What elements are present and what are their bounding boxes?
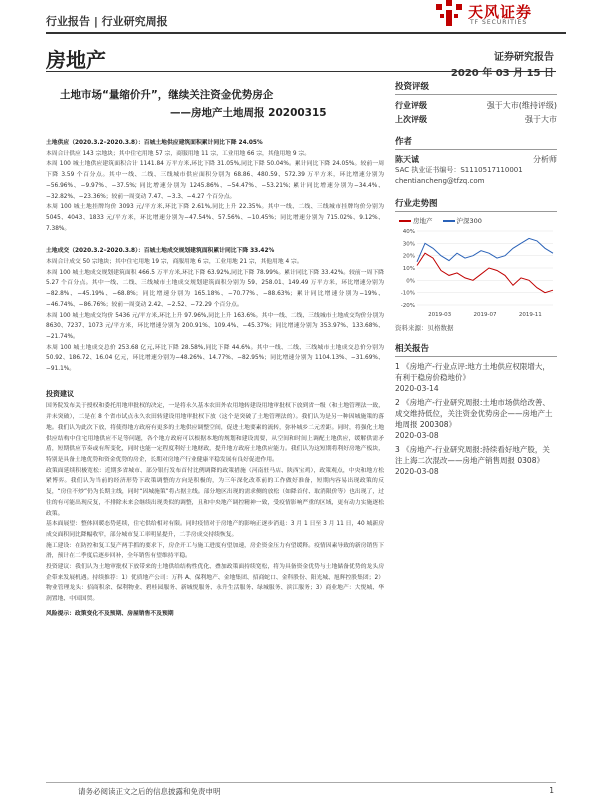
prev-rating-row: [395, 113, 557, 127]
y-tick-label: 0%: [406, 278, 415, 285]
rating-heading: 投资评级: [395, 80, 557, 95]
doc-date: 2020 年 03 月 15 日: [450, 68, 554, 79]
chart-source: 资料来源：贝格数据: [395, 324, 454, 332]
rating-value: 强于大市(维持评级): [486, 101, 557, 110]
analyst-role: 分析师: [533, 155, 557, 164]
advice-para-5: 投资建议：我们认为土地审批权下放带来的土地供给结构性优化、叠加政策面持续宽松，将为具备资金优势与土地储备优势的龙头房企带来发展机遇。持续推荐：1）优质地产公司：万科 A、保利地产、金地集团、招商蛇口、金科股份、阳光城、旭辉控股集团；2）物业管理龙头：招商积余、保利物业、碧桂园服务、新城悦服务、永升生活服务、绿城服务、滨江服务；3）商业地产：大悦城、华润置地、中国国贸。: [46, 564, 384, 603]
prev-rating-label: 上次评级: [395, 115, 427, 124]
advice-para-2: 政策面延续积极宽松：近期多省城市、部分银行发布首付比例调降的政策措施（河南驻马店、陕西宝鸡），政策观点，中央和地方松紧博弈。我们认为当前的经济形势下政策调整的方向是积极的，为三年深化改革前的工作做好准备，短期内容易出现政策的反复，“房住不炒”仍为长期主线，同时“因城施策”将占据主线。部分地区出现的需求侧的放松（如降首付、取消限价等）也出现了，过往的有可能出现反复，不排除未来会继续出现类似的调整，且和中央地产调控精神一致，受疫情影响严重的区域，更有动力实施逐松政策。: [46, 467, 384, 517]
analyst-card: [395, 154, 557, 187]
rating-label: 行业评级: [395, 101, 427, 110]
y-tick-label: 40%: [402, 229, 415, 235]
advice-para-4: 施工建设：在防控和复工复产两手抓的要求下，房企开工与施工进度有望加速，房企资金压力有望缓释。疫情因素导致的新房销售下滑，预计在二季度后逐步回补，全年销售有望维持平稳。: [46, 542, 384, 560]
advice-para-1: 国务院发布关于授权和委托用地审批权的决定，一是将永久基本农田外农用地转建设用地审批权下放到省一级（和土地管理法一致，并未突破），二是在 8 个省市试点永久农田转建设用地审批权下放（这个是突破了土地管理法的）。我们认为是另一种因城施策的落地。我们认为此次下放，将使得地方政府有更多的土地供应调整空间，促进土地要素的流转，弥补城乡二元差距。同时，将强化土地供应结构中住宅用地供应不足等问题，各个地方政府可以根据本地的规划和建设需要，从空间和时间上调配土地供应，缓解供需矛盾，短期供应节奏或有所变化，同时也能一定程度利好土地财政，提升地方政府土地供应能力。我们认为这短期将利好房地产板块，特别是具备土地优势和资金优势的房企，长期对房地产行业健康平稳发展有良好促进作用。: [46, 403, 384, 463]
page-number: 1: [549, 786, 554, 795]
trend-chart-box: [395, 197, 557, 332]
x-tick-label: 2019-07: [473, 312, 497, 318]
x-tick-label: 2019-11: [518, 312, 542, 318]
related-report-item[interactable]: [395, 361, 557, 394]
brand-mark-icon: [434, 0, 464, 28]
rating-row: [395, 99, 557, 113]
legend-item-property: 房地产: [399, 216, 433, 225]
series-line: [417, 253, 553, 293]
footer-divider: [46, 782, 556, 783]
related-heading: 相关报告: [395, 342, 557, 357]
title-divider: [46, 71, 556, 72]
brand-name-cn: 天风证券: [468, 3, 533, 21]
related-report-title[interactable]: 3 《房地产-行业研究周报:持续看好地产股，关注上海二次混改——房地产销售周报 0308》: [395, 445, 550, 465]
brand-logo: [434, 0, 554, 30]
sector-title: 房地产: [46, 48, 106, 72]
related-reports: [395, 361, 557, 477]
analyst-email[interactable]: chentiancheng@tfzq.com: [395, 177, 485, 185]
related-report-date: 2020-03-14: [395, 384, 439, 393]
related-report-item[interactable]: [395, 444, 557, 477]
report-title: [60, 86, 360, 122]
deal-para-3: 本周 100 城土地成交均价 5436 元/平方米,环比上升 97.96%,同比上升 163.6%。其中一线、二线、三线城市土地成交均价分别为 8630、7237、1073 元/平方米，环比增速分别为 200.91%、109.4%、−45.37%；同比增速分别为 353.97%、133.68%、−21.74%。: [46, 312, 384, 340]
analyst-name: 陈天诚: [395, 155, 419, 164]
analyst-sac: SAC 执业证书编号：S1110517110001: [395, 166, 523, 174]
sidebar: [395, 80, 557, 477]
disclaimer-text: 请务必阅读正文之后的信息披露和免责申明: [78, 787, 221, 796]
legend-item-hs300: 沪深300: [443, 216, 482, 225]
deal-para-1: 本周合计成交 50 宗地块；其中住宅用地 19 宗，商服用地 6 宗，工业用地 21 宗，其他用地 4 宗。: [46, 259, 303, 266]
related-report-title[interactable]: 2 《房地产-行业研究周报:土地市场供给改善、成交维持低位，关注资金优势房企——房地产土地周报 200308》: [395, 398, 553, 429]
y-tick-label: -10%: [400, 290, 415, 297]
series-line: [417, 238, 553, 261]
doc-info: [451, 50, 554, 82]
analyst-name-row: [395, 154, 557, 165]
report-title-sub: ——房地产土地周报 20200315: [170, 107, 327, 119]
deal-heading: 土地成交（2020.3.2–2020.3.8）：百城土地成交规划建筑面积累计同比下降 33.42%: [46, 248, 275, 255]
supply-heading: 土地供应（2020.3.2–2020.3.8）：百城土地供应建筑面积累计同比下降 24.05%: [46, 140, 263, 146]
related-report-item[interactable]: [395, 397, 557, 441]
related-report-date: 2020-03-08: [395, 467, 439, 476]
y-tick-label: 10%: [402, 266, 415, 272]
prev-rating-value: 强于大市: [525, 115, 557, 124]
report-type: 行业报告 | 行业研究周报: [46, 15, 168, 28]
trend-heading: 行业走势图: [395, 197, 557, 212]
deal-para-2: 本周 100 城土地成交规划建筑面积 466.5 万平方米,环比下降 63.92%,同比下降 78.99%。累计同比下降 33.42%。较前一周下降 5.27 个百分点。其中一线、二线、三线城市土地成交规划建筑面积分别为 59、258.01、149.49 万平方米，环比增速分别为−82.8%、−45.19%、−68.8%；同比增速分别为 165.18%、−70.77%、−88.63%；累计同比增速分别为−19%、−46.74%、−86.76%；较前一周变动 2.42、−2.52、−72.29 个百分点。: [46, 269, 384, 308]
y-tick-label: 20%: [402, 253, 415, 260]
advice-para-3: 基本面展望：整体回暖态势延续，住宅供给相对有限。同时疫情对于房地产的影响正逐步消退：3 月 1 日至 3 月 11 日，40 城新房成交面积同比降幅收窄，部分城市复工率明显提升，二手房成交持续恢复。: [46, 521, 384, 538]
supply-para-1: 本周合计供应 143 宗地块；其中住宅用地 57 宗，商服用地 11 宗，工业用地 66 宗，其他用地 9 宗。: [46, 150, 310, 157]
doc-kind: 证券研究报告: [494, 52, 554, 63]
trend-chart: [395, 227, 557, 319]
chart-legend: [399, 216, 557, 225]
y-tick-label: -20%: [400, 303, 415, 309]
deal-para-4: 本周 100 城土地成交总价 253.68 亿元,环比下降 28.58%,同比下降 44.6%。其中一线、二线、三线城市土地成交总价分别为 50.92、186.72、16.04 亿元，环比增速分别为−48.26%、14.77%、−82.95%；同比增速分别为 1104.13%、−31.69%、−91.1%。: [46, 344, 384, 373]
advice-heading: 投资建议: [46, 389, 74, 398]
brand-name-en: TF SECURITIES: [470, 19, 528, 26]
report-body: [46, 134, 384, 620]
related-report-date: 2020-03-08: [395, 431, 439, 440]
risk-note: 风险提示：政策变化不及预期、房屋销售不及预期: [46, 610, 174, 617]
supply-para-2: 本周 100 城土地供应建筑面积合计 1141.84 万平方米,环比下降 31.05%,同比下降 50.04%。累计同比下降 24.05%。较前一周下降 3.59 个百分点。其中一线、二线、三线城市供应面积分别为 68.86、480.59、572.39 万平方米，环比增速分别为−56.96%、−9.97%、−37.5%; 同比增速分别为 1245.86%、−54.47%、−53.21%; 累计同比增速分别为−34.4%、−32.82%、−23.36%；较前一周变动 7.47、−3.3、−4.27 个百分点。: [46, 161, 384, 200]
x-tick-label: 2019-03: [428, 312, 452, 318]
header-divider: [46, 32, 566, 34]
report-title-main: 土地市场“量缩价升”，继续关注资金优势房企: [60, 89, 274, 101]
y-tick-label: 30%: [402, 241, 415, 248]
supply-para-3: 本周 100 城土地挂牌均价 3093 元/平方米,环比下降 2.61%,同比上升 22.35%。其中一线、二线、三线城市挂牌均价分别为 5045、4043、1833 元/平方米，环比增速分别为−47.54%、57.56%、−10.45%；同比增速分别为 715.02%、9.12%、7.38%。: [46, 204, 384, 232]
related-report-title[interactable]: 1 《房地产-行业点评:地方土地供应权限增大，有利于稳房价稳地价》: [395, 362, 550, 382]
author-heading: 作者: [395, 135, 557, 150]
